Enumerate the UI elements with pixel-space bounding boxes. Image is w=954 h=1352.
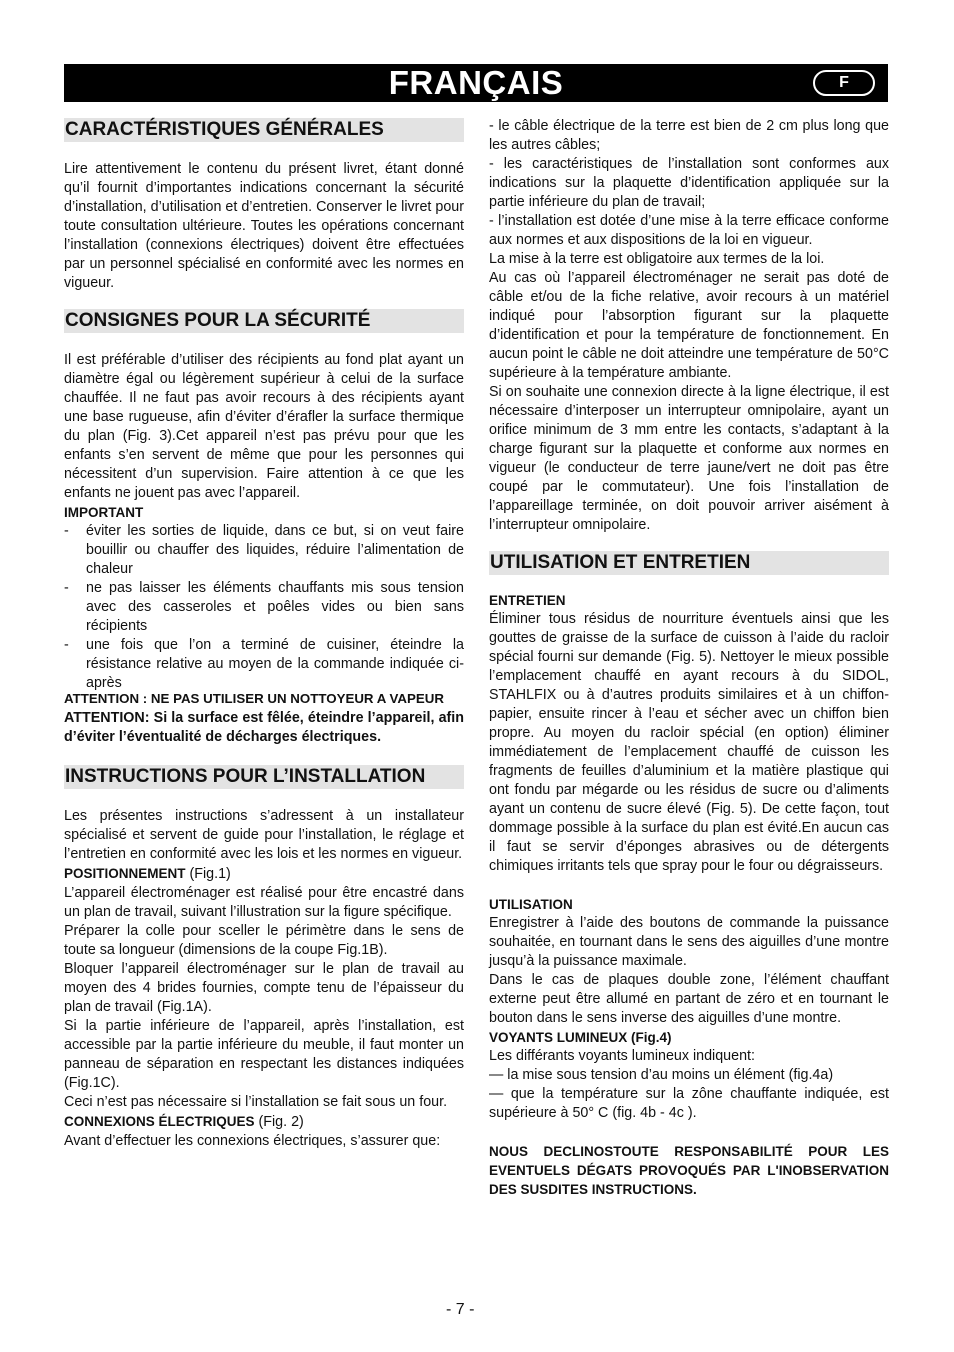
warning-text: ATTENTION : NE PAS UTILISER UN NOTTOYEUR A VAPEUR — [64, 691, 444, 706]
paragraph: Si on souhaite une connexion directe à la ligne électrique, il est nécessaire d’interposer un interrupteur omnipolaire, ayant un orifice minimum de 3 mm entre les contacts, s’adaptant à la charge figurant sur la plaquette et conforme aux normes en vigueur (le conducteur de terre jaune/vert ne doit pas être coupé par le commutateur). Une fois l’installation de l’appareillage terminée, on doit pouvoir arriver aisément à l’interrupteur omnipolaire. — [489, 384, 889, 533]
paragraph: Si la partie inférieure de l’appareil, après l’installation, est accessible par la partie inférieure du meuble, il faut monter un panneau de séparation en respectant les distances indiquées (Fig.1C). — [64, 1018, 464, 1091]
paragraph: La mise à la terre est obligatoire aux termes de la loi. — [489, 251, 825, 267]
subheading: ENTRETIEN — [489, 593, 566, 608]
right-column — [489, 117, 889, 1199]
section-heading-utilisation: UTILISATION ET ENTRETIEN — [489, 551, 889, 575]
paragraph: Enregistrer à l’aide des boutons de commande la puissance souhaitée, en tournant dans le sens des aiguilles d’une montre jusqu’à la puissance maximale. — [489, 915, 889, 969]
subheading: VOYANTS LUMINEUX (Fig.4) — [489, 1030, 672, 1045]
paragraph: Avant d’effectuer les connexions électriques, s’assurer que: — [64, 1133, 441, 1149]
paragraph: Ceci n’est pas nécessaire si l’installation se fait sous un four. — [64, 1094, 448, 1110]
section-heading-caracteristiques: CARACTÉRISTIQUES GÉNÉRALES — [64, 118, 464, 142]
important-label: IMPORTANT — [64, 505, 144, 520]
subheading: POSITIONNEMENT (Fig.1) — [64, 866, 231, 882]
list-item: - éviter les sorties de liquide, dans ce but, si on veut faire bouillir ou chauffer des liquides, réduire l’alimentation de chaleur — [64, 523, 464, 577]
subheading: UTILISATION — [489, 897, 573, 912]
left-column — [64, 118, 464, 1151]
paragraph: Les différants voyants lumineux indiquent: — [489, 1048, 755, 1064]
section-heading-securite: CONSIGNES POUR LA SÉCURITÉ — [64, 309, 464, 333]
paragraph: — la mise sous tension d’au moins un élément (fig.4a) — [489, 1067, 834, 1083]
paragraph: Dans le cas de plaques double zone, l’élément chauffant externe peut être allumé en partant de zéro et en tournant le bouton dans le sens inverse des aiguilles d’une montre. — [489, 972, 889, 1026]
paragraph: Préparer la colle pour sceller le périmètre dans le sens de toute sa longueur (dimensions de la coupe Fig.1B). — [64, 923, 464, 958]
section-heading-installation: INSTRUCTIONS POUR L’INSTALLATION — [64, 765, 464, 789]
list-item: - ne pas laisser les éléments chauffants mis sous tension avec des casseroles et poêles vides ou bien sans récipients — [64, 580, 464, 634]
paragraph: Les présentes instructions s’adressent à un installateur spécialisé et servent de guide pour l’installation, le réglage et l’entretien en conformité avec les lois et les normes en vigueur. — [64, 808, 464, 862]
language-title: FRANÇAIS — [388, 64, 564, 101]
warning-text: ATTENTION: Si la surface est fêlée, éteindre l’appareil, afin d’éviter l’éventualité de décharges électriques. — [64, 710, 464, 745]
paragraph: Au cas où l’appareil électroménager ne serait pas doté de câble et/ou de la fiche relative, avoir recours à un matériel indiqué pour l’absorption figurant sur la plaquette d’identification et pour la température de fonctionnement. En aucun point le câble ne doit atteindre une température de 50°C supérieure à la température ambiante. — [489, 270, 889, 381]
subheading: CONNEXIONS ÉLECTRIQUES (Fig. 2) — [64, 1114, 304, 1130]
paragraph: - les caractéristiques de l’installation sont conformes aux indications sur la plaquette d’identification appliquée sur la partie inférieure du plan de travail; — [489, 156, 889, 210]
disclaimer-text: NOUS DECLINOSTOUTE RESPONSABILITÉ POUR LES EVENTUELS DÉGATS PROVOQUÉS PAR L'INOBSERVATION DES SUSDITES INSTRUCTIONS. — [489, 1144, 889, 1197]
paragraph: Il est préférable d’utiliser des récipients au fond plat ayant un diamètre égal ou légèrement supérieur à celui de la surface chauffée. Il ne faut pas avoir recours à des récipients ayant une base rugueuse, afin d’éviter d’érafler la surface thermique du plan (Fig. 3).Cet appareil n’est pas prévu pour que les enfants s’en servent de même que pour les personnes qui nécessitent d’un supervision. Faire attention à ce que les enfants ne jouent pas avec l’appareil. — [64, 352, 464, 501]
paragraph: Bloquer l’appareil électroménager sur le plan de travail au moyen des 4 brides fournies, compte tenu de l’épaisseur du plan de travail (Fig.1A). — [64, 961, 464, 1015]
paragraph: - l’installation est dotée d’une mise à la terre efficace conforme aux normes et aux dispositions de la loi en vigueur. — [489, 213, 889, 248]
paragraph: L’appareil électroménager est réalisé pour être encastré dans un plan de travail, suivant l’illustration sur la figure spécifique. — [64, 885, 464, 920]
language-banner — [64, 64, 888, 102]
paragraph: Lire attentivement le contenu du présent livret, étant donné qu’il fournit d’importantes indications concernant la sécurité d’installation, d’utilisation et d’entretien. Conserver le livret pour toute consultation ultérieure. Toutes les opérations concernant l’installation (connexions électriques) doivent être effectuées par un personnel spécialisé en conformité avec les normes en vigueur. — [64, 161, 464, 291]
paragraph: — que la température sur la zône chauffante indiquée, est supérieure à 50° C (fig. 4b - 4c ). — [489, 1086, 889, 1121]
paragraph: Éliminer tous résidus de nourriture éventuels ainsi que les gouttes de graisse de la surface de cuisson à l’aide du racloir spécial fourni sur demande (Fig. 5). Nettoyer le mieux possible l’emplacement chauffé en ayant recours à du SIDOL, STAHLFIX ou à d’autres produits similaires et à un chiffon-papier, ensuite rincer à l’eau et sécher avec un chiffon bien propre. Au moyen du racloir spécial (en option) éliminer immédiatement de l’emplacement chauffé de cuisson les fragments de feuilles d’aluminium et la matière plastique qui ont fondu par mégarde ou les résidus de sucre ou d’aliments ayant un contenu de sucre élevé (Fig. 5). De cette façon, tout dommage possible à la surface du plan est évité.En aucun cas il faut se servir d’éponges abrasives ou de détergents chimiques irritants tels que spray pour le four ou dégraisseurs. — [489, 611, 889, 874]
paragraph: - le câble électrique de la terre est bien de 2 cm plus long que les autres câbles; — [489, 118, 889, 153]
language-badge: F — [813, 70, 875, 96]
page-number: - 7 - — [446, 1301, 475, 1318]
list-item: - une fois que l’on a terminé de cuisiner, éteindre la résistance relative au moyen de la commande indiquée ci-après — [64, 637, 464, 691]
